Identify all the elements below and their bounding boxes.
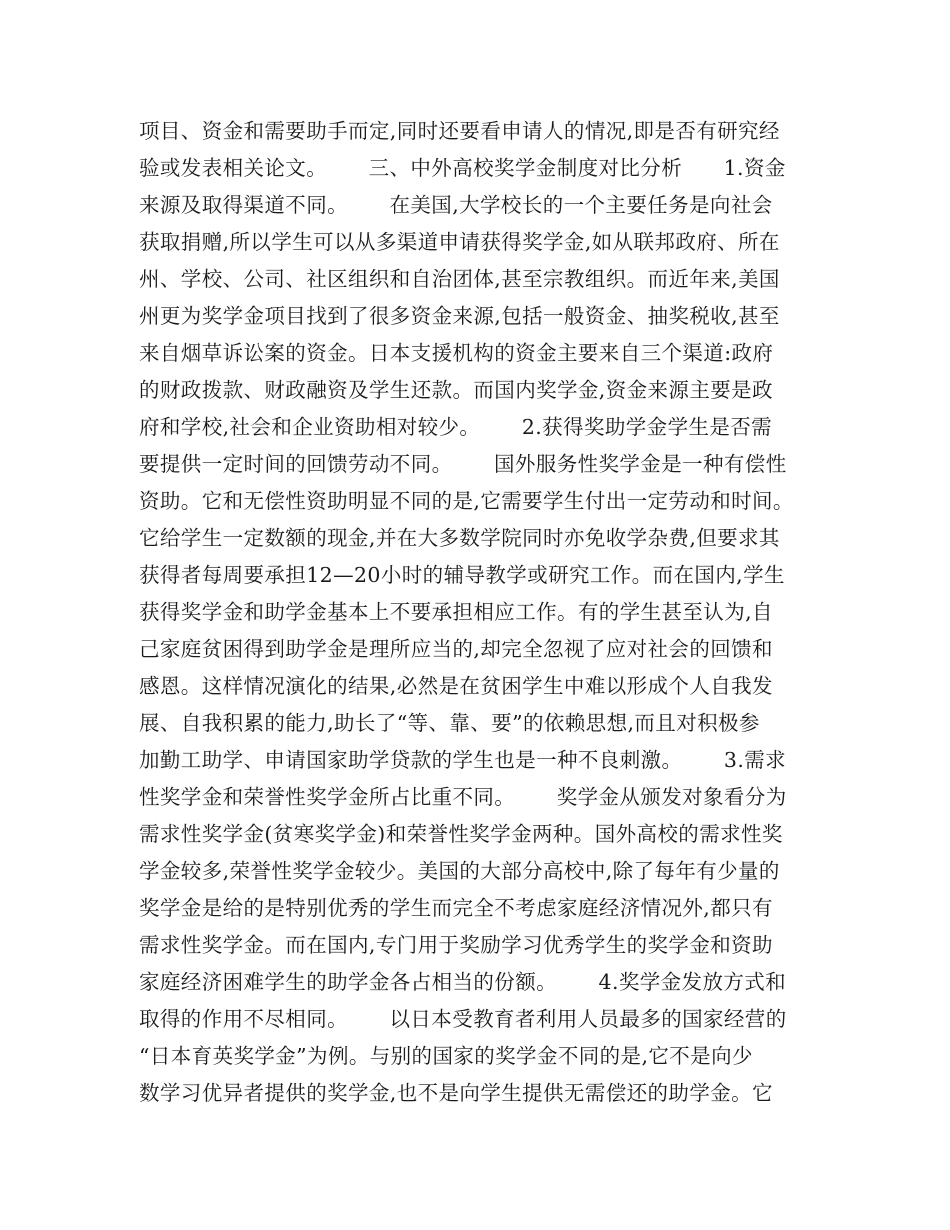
text-line: 的财政拨款、财政融资及学生还款。而国内奖学金,资金来源主要是政 [139, 378, 773, 402]
text-line: 学金较多,荣誉性奖学金较少。美国的大部分高校中,除了每年有少量的 [139, 859, 780, 883]
text-line: 展、自我积累的能力,助长了“等、靠、要”的依赖思想,而且对积极参 [139, 711, 760, 735]
text-line: 己家庭贫困得到助学金是理所应当的,却完全忽视了应对社会的回馈和 [139, 637, 773, 661]
text-line: 家庭经济困难学生的助学金各占相当的份额。 4.奖学金发放方式和 [139, 970, 787, 994]
text-line: 州、学校、公司、社区组织和自治团体,甚至宗教组织。而近年来,美国 [139, 267, 780, 291]
body-text [139, 113, 819, 1112]
text-line: 获得奖学金和助学金基本上不要承担相应工作。有的学生甚至认为,自 [139, 600, 773, 624]
text-line: 来自烟草诉讼案的资金。日本支援机构的资金主要来自三个渠道:政府 [139, 341, 774, 365]
text-line: 加勤工助学、申请国家助学贷款的学生也是一种不良刺激。 3.需求 [139, 748, 787, 772]
text-line: 要提供一定时间的回馈劳动不同。 国外服务性奖学金是一种有偿性 [139, 452, 787, 476]
text-line: 获得者每周要承担12—20小时的辅导教学或研究工作。而在国内,学生 [139, 563, 785, 587]
text-line: 府和学校,社会和企业资助相对较少。 2.获得奖助学金学生是否需 [139, 415, 773, 439]
text-line: 奖学金是给的是特别优秀的学生而完全不考虑家庭经济情况外,都只有 [139, 896, 773, 920]
text-line: 数学习优异者提供的奖学金,也不是向学生提供无需偿还的助学金。它 [139, 1081, 773, 1105]
text-line: 需求性奖学金。而在国内,专门用于奖励学习优秀学生的奖学金和资助 [139, 933, 773, 957]
text-line: 验或发表相关论文。 三、中外高校奖学金制度对比分析 1.资金 [139, 156, 786, 180]
text-line: “日本育英奖学金”为例。与别的国家的奖学金不同的是,它不是向少 [139, 1044, 753, 1068]
text-line: 感恩。这样情况演化的结果,必然是在贫困学生中难以形成个人自我发 [139, 674, 773, 698]
text-line: 获取捐赠,所以学生可以从多渠道申请获得奖学金,如从联邦政府、所在 [139, 230, 780, 254]
text-line: 性奖学金和荣誉性奖学金所占比重不同。 奖学金从颁发对象看分为 [139, 785, 787, 809]
text-line: 项目、资金和需要助手而定,同时还要看申请人的情况,即是否有研究经 [139, 119, 780, 143]
text-line: 资助。它和无偿性资助明显不同的是,它需要学生付出一定劳动和时间。 [139, 489, 794, 513]
text-line: 来源及取得渠道不同。 在美国,大学校长的一个主要任务是向社会 [139, 193, 773, 217]
text-line: 它给学生一定数额的现金,并在大多数学院同时亦免收学杂费,但要求其 [139, 526, 780, 550]
text-line: 需求性奖学金(贫寒奖学金)和荣誉性奖学金两种。国外高校的需求性奖 [139, 822, 783, 846]
text-line: 州更为奖学金项目找到了很多资金来源,包括一般资金、抽奖税收,甚至 [139, 304, 780, 328]
text-line: 取得的作用不尽相同。 以日本受教育者利用人员最多的国家经营的 [139, 1007, 787, 1031]
